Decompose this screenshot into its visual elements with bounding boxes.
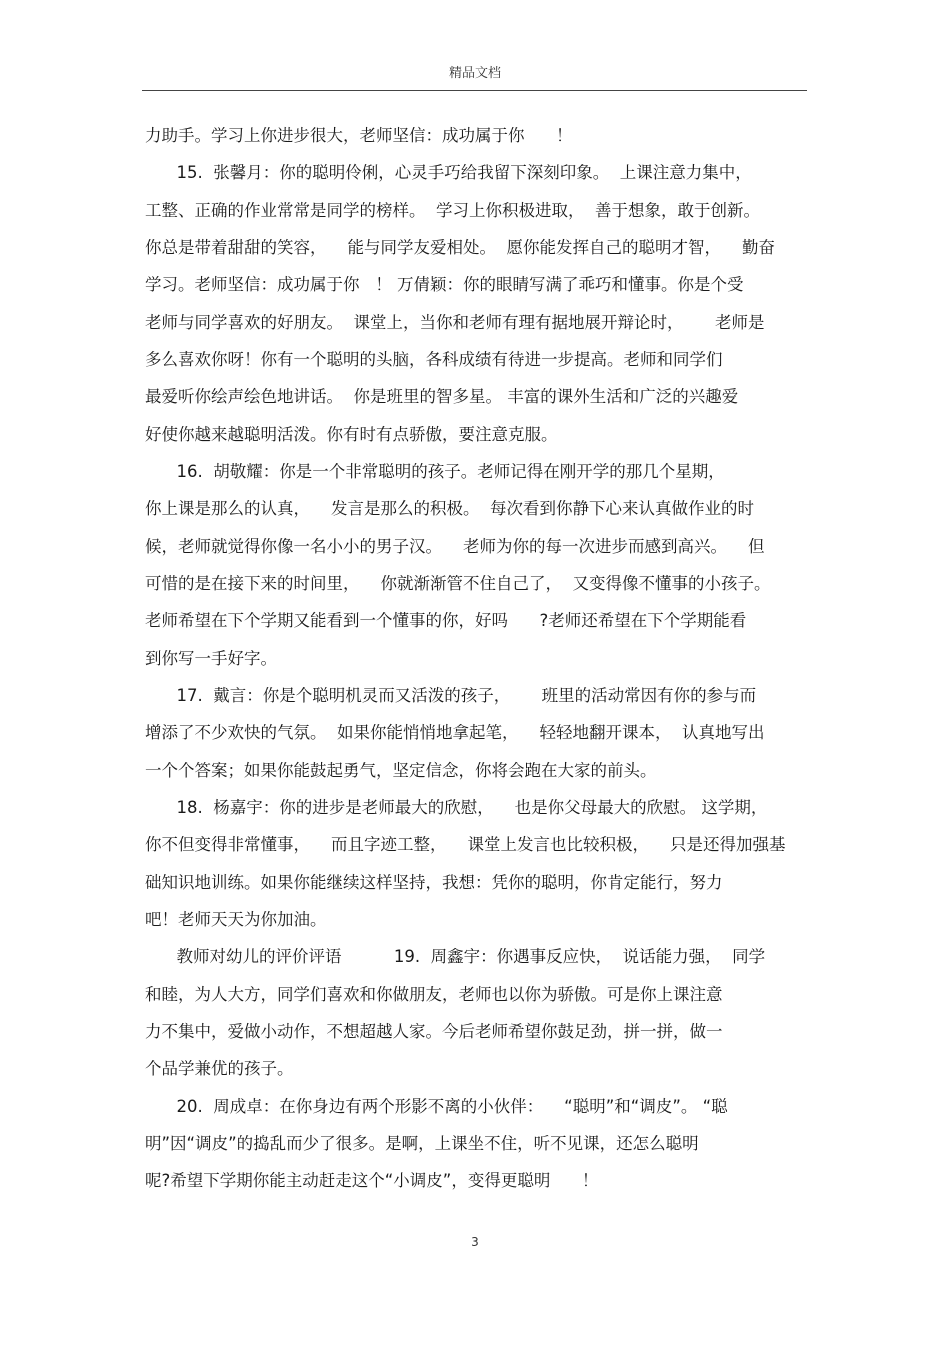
page-header: 精品文档 xyxy=(448,66,501,81)
body-line: 个品学兼优的孩子。 xyxy=(145,1059,294,1078)
page-number: 3 xyxy=(471,1235,479,1249)
body-line: 你不但变得非常懂事， 而且字迹工整， 课堂上发言也比较积极， 只是还得加强基 xyxy=(145,835,786,854)
body-line: 15. 张馨月：你的聪明伶俐，心灵手巧给我留下深刻印象。 上课注意力集中， xyxy=(145,163,752,182)
body-line: 你上课是那么的认真， 发言是那么的积极。 每次看到你静下心来认真做作业的时 xyxy=(145,499,754,518)
body-line: 教师对幼儿的评价评语 19. 周鑫宇：你遇事反应快， 说话能力强， 同学 xyxy=(145,947,766,966)
body-line: 到你写一手好字。 xyxy=(145,649,277,668)
body-line: 工整、正确的作业常常是同学的榜样。 学习上你积极进取， 善于想象，敢于创新。 xyxy=(145,201,760,220)
body-line: 17. 戴言：你是个聪明机灵而又活泼的孩子， 班里的活动常因有你的参与而 xyxy=(145,686,757,705)
body-line: 老师希望在下个学期又能看到一个懂事的你，好吗 ?老师还希望在下个学期能看 xyxy=(145,611,747,630)
body-line: 增添了不少欢快的气氛。 如果你能悄悄地拿起笔， 轻轻地翻开课本， 认真地写出 xyxy=(145,723,765,742)
body-line: 力助手。学习上你进步很大，老师坚信：成功属于你 ！ xyxy=(145,126,573,145)
header-rule xyxy=(142,90,807,91)
body-line: 18. 杨嘉宇：你的进步是老师最大的欣慰， 也是你父母最大的欣慰。 这学期， xyxy=(145,798,768,817)
body-line: 呢?希望下学期你能主动赶走这个“小调皮”，变得更聪明 ！ xyxy=(145,1171,599,1190)
body-line: 最爱听你绘声绘色地讲话。 你是班里的智多星。 丰富的课外生活和广泛的兴趣爱 xyxy=(145,387,739,406)
body-line: 可惜的是在接下来的时间里， 你就渐渐管不住自己了， 又变得像不懂事的小孩子。 xyxy=(145,574,771,593)
body-line: 你总是带着甜甜的笑容， 能与同学友爱相处。 愿你能发挥自己的聪明才智， 勤奋 xyxy=(145,238,775,257)
body-line: 和睦，为人大方，同学们喜欢和你做朋友，老师也以你为骄傲。可是你上课注意 xyxy=(145,985,723,1004)
body-line: 候，老师就觉得你像一名小小的男子汉。 老师为你的每一次进步而感到高兴。 但 xyxy=(145,537,765,556)
body-line: 一个个答案；如果你能鼓起勇气，坚定信念，你将会跑在大家的前头。 xyxy=(145,761,657,780)
body-line: 力不集中，爱做小动作，不想超越人家。今后老师希望你鼓足劲，拼一拼，做一 xyxy=(145,1022,723,1041)
body-line: 好使你越来越聪明活泼。你有时有点骄傲，要注意克服。 xyxy=(145,425,558,444)
body-line: 明”因“调皮”的捣乱而少了很多。是啊，上课坐不住，听不见课，还怎么聪明 xyxy=(145,1134,699,1153)
body-line: 学习。老师坚信：成功属于你 ！ 万倩颖：你的眼睛写满了乖巧和懂事。你是个受 xyxy=(145,275,744,294)
body-line: 多么喜欢你呀！你有一个聪明的头脑，各科成绩有待进一步提高。老师和同学们 xyxy=(145,350,723,369)
body-line: 16. 胡敬耀：你是一个非常聪明的孩子。老师记得在刚开学的那几个星期， xyxy=(145,462,725,481)
body-line: 础知识地训练。如果你能继续这样坚持，我想：凭你的聪明，你肯定能行，努力 xyxy=(145,873,723,892)
body-line: 20. 周成卓：在你身边有两个形影不离的小伙伴： “聪明”和“调皮”。 “聪 xyxy=(145,1097,728,1116)
body-line: 老师与同学喜欢的好朋友。 课堂上，当你和老师有理有据地展开辩论时， 老师是 xyxy=(145,313,765,332)
body-line: 吧！老师天天为你加油。 xyxy=(145,910,327,929)
